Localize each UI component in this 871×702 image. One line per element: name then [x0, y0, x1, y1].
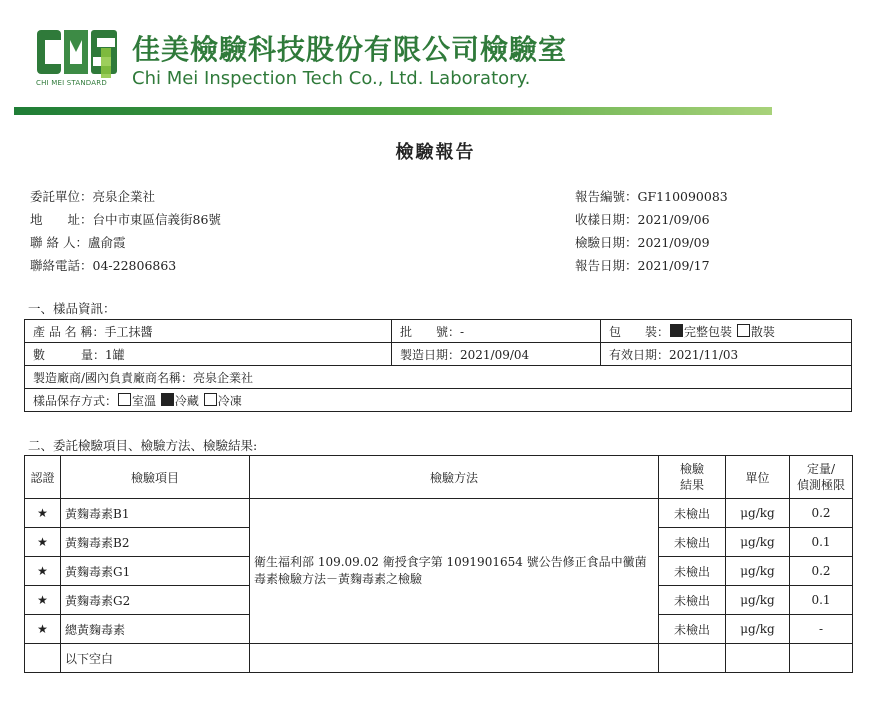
result-value: 未檢出	[659, 586, 726, 615]
table-row	[25, 644, 853, 673]
package-option-bulk: 散裝	[750, 324, 775, 339]
cert-star-icon: ★	[25, 499, 61, 528]
client-address: 地 址：台中市東區信義街86號	[30, 212, 221, 227]
manufacture-date: 製造日期：2021/09/04	[392, 343, 601, 366]
header-item: 檢驗項目	[61, 456, 250, 499]
unchecked-box-icon	[118, 393, 131, 406]
package-option-complete: 完整包裝	[684, 324, 733, 339]
result-value: 未檢出	[659, 615, 726, 644]
item-name: 黃麴毒素B2	[61, 528, 250, 557]
chi-mei-logo-icon	[37, 26, 119, 78]
cert-star-icon: ★	[25, 586, 61, 615]
checked-box-icon	[161, 393, 174, 406]
header-cert: 認證	[25, 456, 61, 499]
storage-option-refrigerated: 冷藏	[174, 393, 199, 408]
item-name: 黃麴毒素B1	[61, 499, 250, 528]
manufacturer: 製造廠商/國內負責廠商名稱：亮泉企業社	[25, 366, 852, 389]
report-number: 報告編號：GF110090083	[575, 189, 728, 204]
package-cell	[601, 320, 852, 343]
package-label: 包 裝：	[609, 324, 670, 339]
unit-value: μg/kg	[726, 528, 790, 557]
company-name-en: Chi Mei Inspection Tech Co., Ltd. Laboratory.	[132, 68, 531, 89]
checked-box-icon	[670, 324, 683, 337]
cert-star-icon: ★	[25, 557, 61, 586]
quantity: 數 量：1罐	[25, 343, 392, 366]
limit-value: 0.2	[790, 557, 853, 586]
limit-value: 0.2	[790, 499, 853, 528]
item-name: 黃麴毒素G1	[61, 557, 250, 586]
batch-number: 批 號：-	[392, 320, 601, 343]
item-name: 黃麴毒素G2	[61, 586, 250, 615]
product-name: 產 品 名 稱：手工抹醬	[25, 320, 392, 343]
report-date: 報告日期：2021/09/17	[575, 258, 710, 273]
cert-star-icon: ★	[25, 615, 61, 644]
sample-section-title: 一、樣品資訊：	[28, 301, 116, 316]
table-row	[25, 499, 853, 528]
header-limit: 定量/ 偵測極限	[790, 456, 853, 499]
unchecked-box-icon	[204, 393, 217, 406]
company-name-zh: 佳美檢驗科技股份有限公司檢驗室	[132, 33, 568, 66]
result-value: 未檢出	[659, 557, 726, 586]
header-method: 檢驗方法	[250, 456, 659, 499]
header-unit: 單位	[726, 456, 790, 499]
storage-option-room: 室溫	[132, 393, 157, 408]
limit-value: 0.1	[790, 528, 853, 557]
unit-value: μg/kg	[726, 499, 790, 528]
header-divider	[14, 107, 772, 115]
client-unit: 委託單位：亮泉企業社	[30, 189, 156, 204]
storage-label: 樣品保存方式：	[33, 393, 118, 408]
received-date: 收樣日期：2021/09/06	[575, 212, 710, 227]
unit-value: μg/kg	[726, 615, 790, 644]
logo-subtitle: CHI MEI STANDARD	[36, 79, 107, 87]
method-text: 衛生福利部 109.09.02 衛授食字第 1091901654 號公告修正食品中黴菌毒素檢驗方法－黃麴毒素之檢驗	[250, 499, 659, 644]
unit-value: μg/kg	[726, 586, 790, 615]
item-name: 總黃麴毒素	[61, 615, 250, 644]
blank-row-note: 以下空白	[61, 644, 250, 673]
limit-value: -	[790, 615, 853, 644]
unchecked-box-icon	[737, 324, 750, 337]
header-result: 檢驗 結果	[659, 456, 726, 499]
unit-value: μg/kg	[726, 557, 790, 586]
storage-cell	[25, 389, 852, 412]
client-phone: 聯絡電話：04-22806863	[30, 258, 177, 273]
result-value: 未檢出	[659, 528, 726, 557]
results-table	[24, 455, 853, 673]
page-title: 檢驗報告	[395, 142, 476, 163]
results-section-title: 二、委託檢驗項目、檢驗方法、檢驗結果:	[28, 438, 258, 453]
sample-info-table	[24, 319, 852, 412]
inspection-date: 檢驗日期：2021/09/09	[575, 235, 710, 250]
client-contact: 聯 絡 人：盧俞霞	[30, 235, 126, 250]
storage-option-frozen: 冷凍	[217, 393, 242, 408]
expiry-date: 有效日期：2021/11/03	[601, 343, 852, 366]
result-value: 未檢出	[659, 499, 726, 528]
table-header-row	[25, 456, 853, 499]
cert-star-icon: ★	[25, 528, 61, 557]
limit-value: 0.1	[790, 586, 853, 615]
